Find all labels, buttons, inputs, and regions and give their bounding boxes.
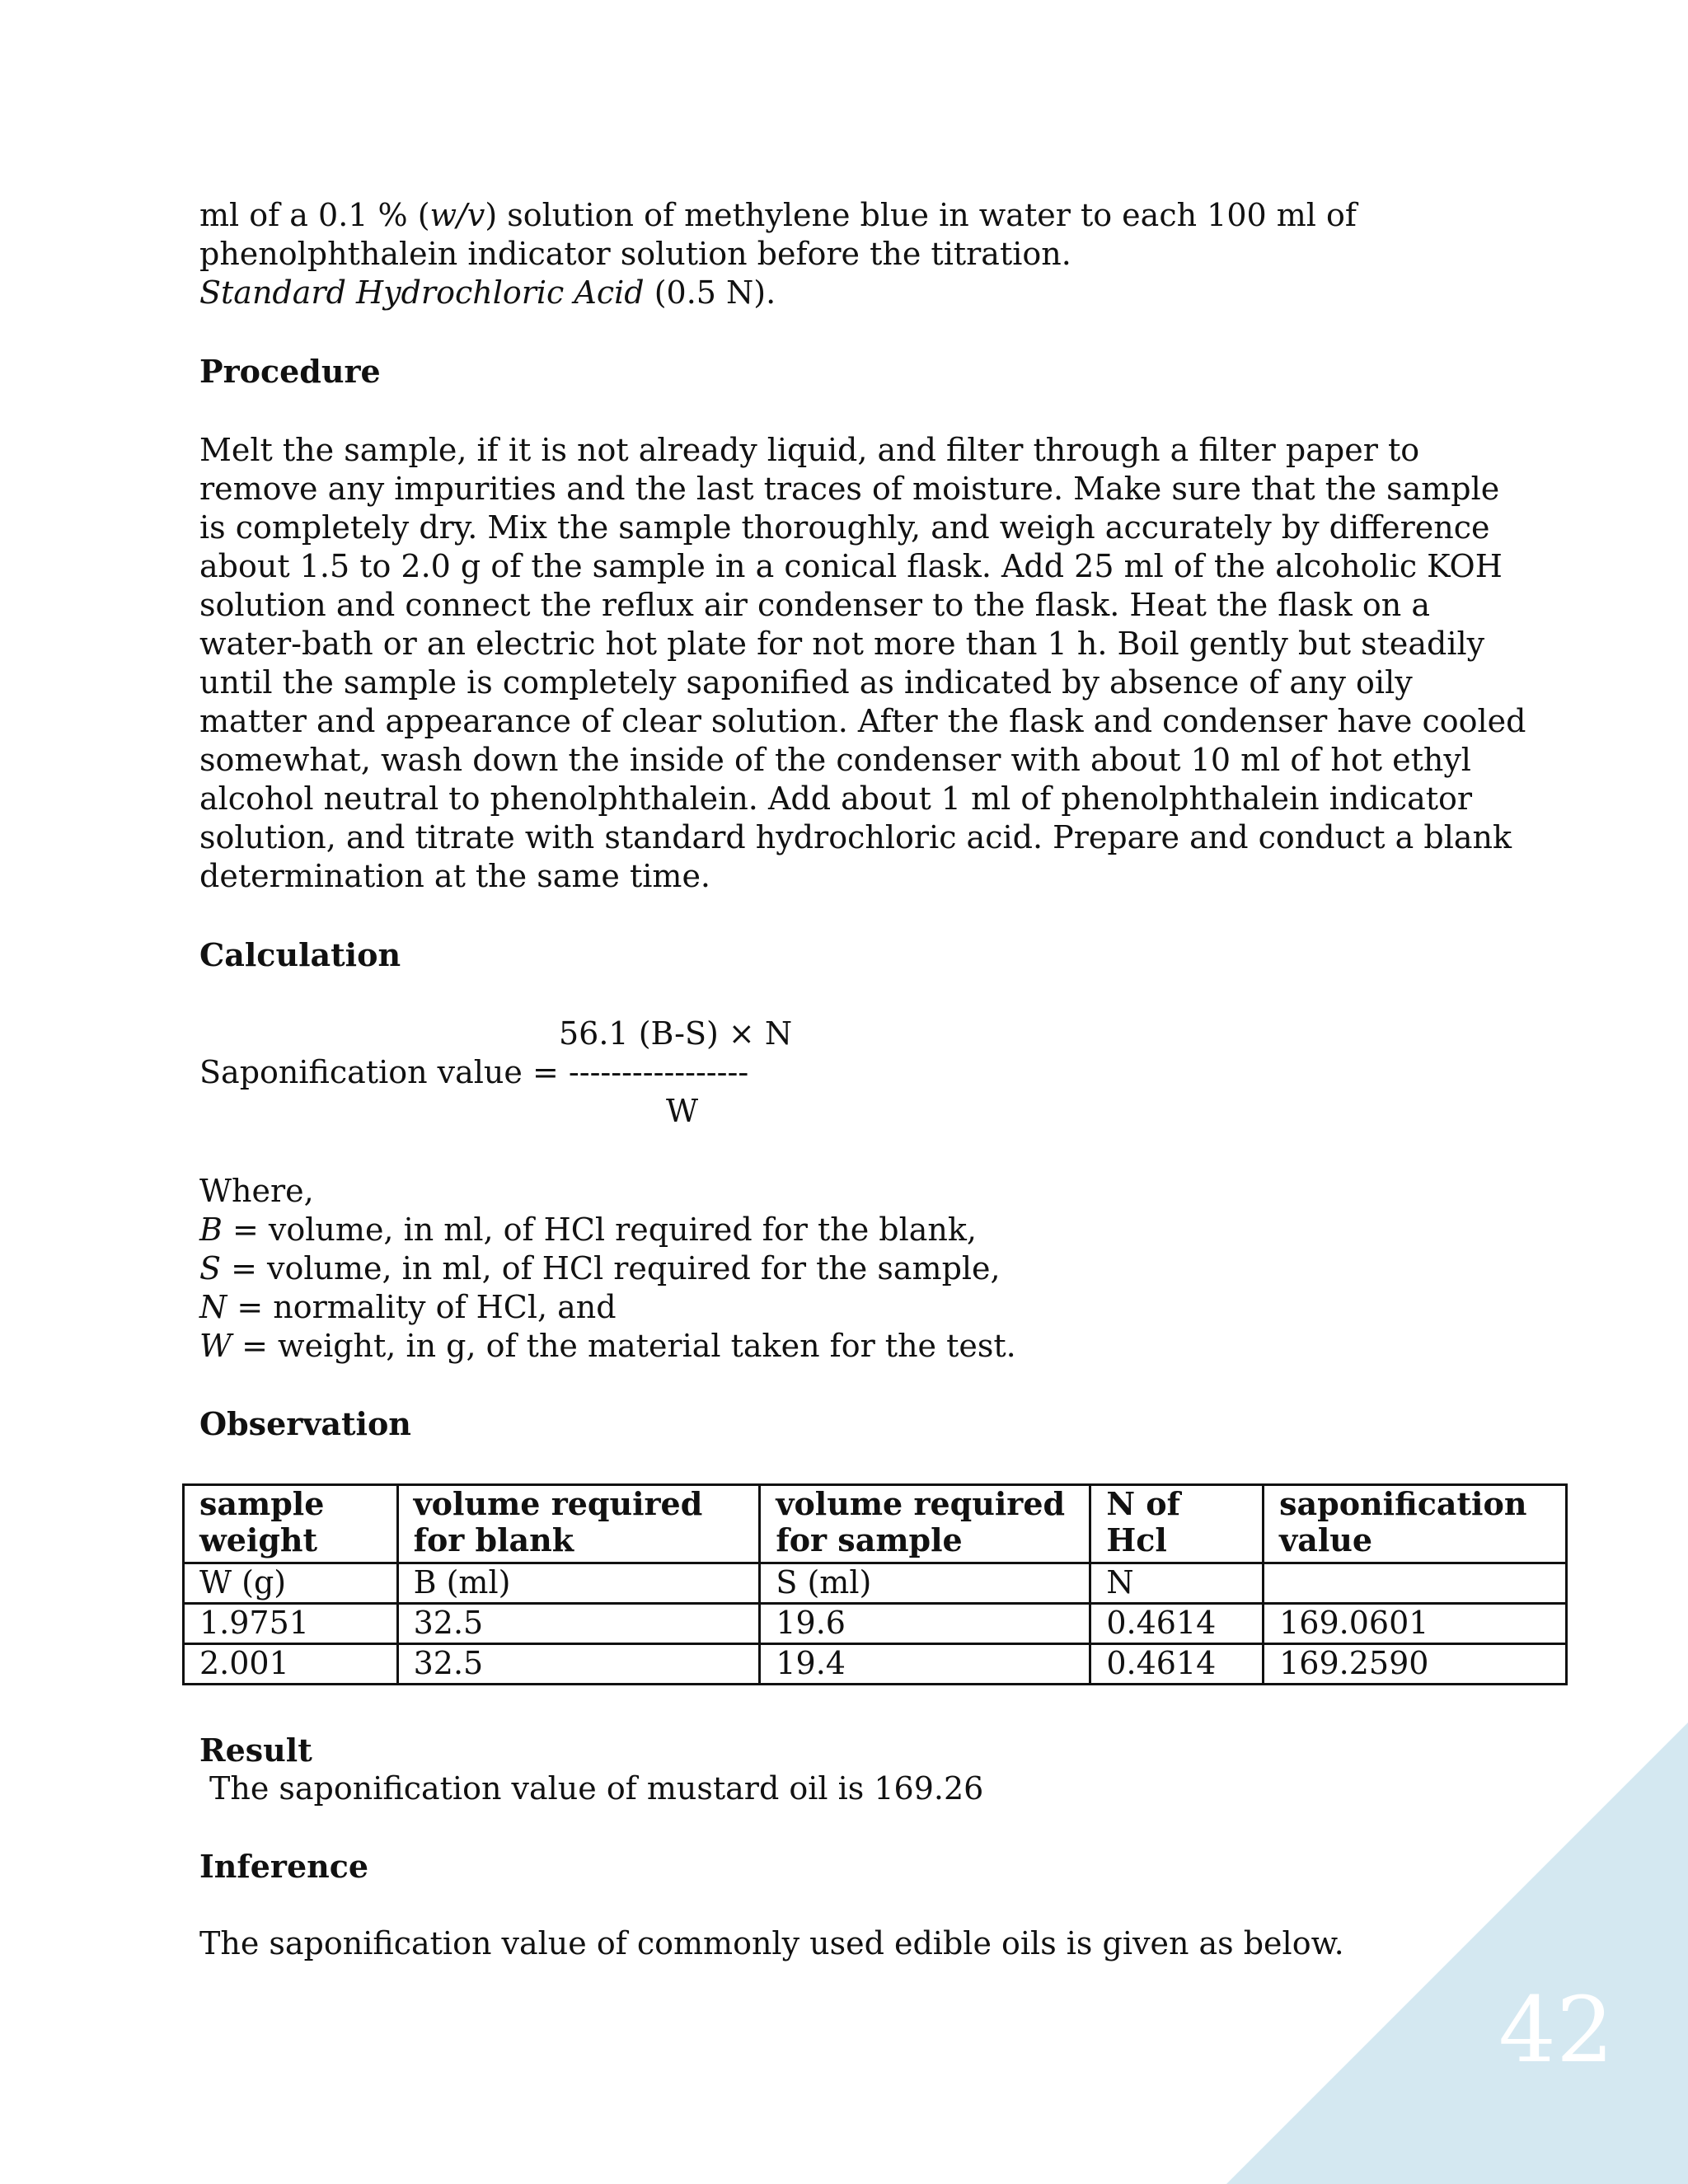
procedure-line: solution and connect the reflux air condenser to the flask. Heat the flask on a [199, 587, 1430, 623]
table-cell [1264, 1563, 1567, 1604]
procedure-line: Melt the sample, if it is not already liquid, and filter through a filter paper to [199, 432, 1420, 468]
definition-line: N = normality of HCl, and [199, 1289, 617, 1325]
procedure-line: remove any impurities and the last traces of moisture. Make sure that the sample [199, 471, 1500, 507]
table-cell: W (g) [184, 1563, 398, 1604]
page-number: 42 [1498, 1977, 1614, 2083]
table-cell: 32.5 [397, 1644, 760, 1685]
table-header-cell: sample weight [184, 1485, 398, 1563]
table-row [184, 1644, 1567, 1685]
table-header-cell: volume required for blank [397, 1485, 760, 1563]
inference-text: The saponification value of commonly used edible oils is given as below. [199, 1925, 1344, 1961]
procedure-line: is completely dry. Mix the sample thoroughly, and weigh accurately by difference [199, 509, 1490, 546]
table-cell: N [1090, 1563, 1264, 1604]
procedure-line: about 1.5 to 2.0 g of the sample in a conical flask. Add 25 ml of the alcoholic KOH [199, 548, 1503, 584]
observation-table [182, 1483, 1568, 1685]
table-cell: 19.6 [760, 1604, 1090, 1644]
procedure-line: matter and appearance of clear solution. After the flask and condenser have cooled [199, 703, 1526, 739]
result-heading: Result [199, 1732, 312, 1769]
table-cell: 169.0601 [1264, 1604, 1567, 1644]
table-cell: B (ml) [397, 1563, 760, 1604]
observation-heading: Observation [199, 1405, 411, 1442]
table-header-row [184, 1485, 1567, 1563]
formula-label: Saponification value = ----------------- [199, 1054, 749, 1090]
formula-numerator: 56.1 (B-S) × N [559, 1015, 793, 1052]
table-units-row [184, 1563, 1567, 1604]
calculation-heading: Calculation [199, 936, 401, 973]
table-cell: 2.001 [184, 1644, 398, 1685]
table-header-cell: volume required for sample [760, 1485, 1090, 1563]
table-header-cell: N of Hcl [1090, 1485, 1264, 1563]
procedure-line: water-bath or an electric hot plate for not more than 1 h. Boil gently but steadily [199, 626, 1485, 662]
result-text: The saponification value of mustard oil is 169.26 [209, 1770, 984, 1807]
table-row [184, 1604, 1567, 1644]
where-label: Where, [199, 1173, 314, 1209]
table-cell: 32.5 [397, 1604, 760, 1644]
table-cell: 0.4614 [1090, 1644, 1264, 1685]
table-cell: 19.4 [760, 1644, 1090, 1685]
procedure-line: alcohol neutral to phenolphthalein. Add about 1 ml of phenolphthalein indicator [199, 780, 1473, 817]
procedure-line: determination at the same time. [199, 858, 711, 894]
definition-line: B = volume, in ml, of HCl required for the blank, [199, 1212, 977, 1248]
definition-line: W = weight, in g, of the material taken for the test. [199, 1328, 1016, 1364]
table-cell: 0.4614 [1090, 1604, 1264, 1644]
intro-line-2: phenolphthalein indicator solution before the titration. [199, 236, 1071, 272]
table-cell: 1.9751 [184, 1604, 398, 1644]
procedure-line: until the sample is completely saponified as indicated by absence of any oily [199, 664, 1413, 701]
inference-heading: Inference [199, 1848, 369, 1885]
reagent-line: Standard Hydrochloric Acid (0.5 N). [199, 274, 776, 311]
procedure-heading: Procedure [199, 353, 381, 390]
table-header-cell: saponification value [1264, 1485, 1567, 1563]
procedure-line: solution, and titrate with standard hydrochloric acid. Prepare and conduct a blank [199, 819, 1512, 855]
intro-line-1: ml of a 0.1 % (w/v) solution of methylene blue in water to each 100 ml of [199, 197, 1357, 233]
formula-denominator: W [666, 1093, 699, 1129]
table-cell: S (ml) [760, 1563, 1090, 1604]
table-cell: 169.2590 [1264, 1644, 1567, 1685]
definition-line: S = volume, in ml, of HCl required for the sample, [199, 1250, 1001, 1286]
procedure-line: somewhat, wash down the inside of the condenser with about 10 ml of hot ethyl [199, 742, 1471, 778]
